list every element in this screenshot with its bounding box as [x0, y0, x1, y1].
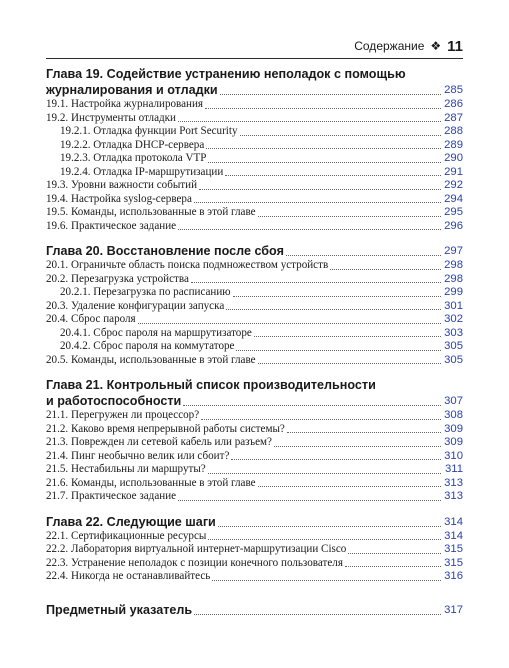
entry-label: 20.2.1. Перезагрузка по расписанию: [60, 286, 231, 298]
toc-entry[interactable]: [46, 570, 463, 584]
entry-label: 20.1. Ограничьте область поиска подмножеством устройств: [46, 259, 329, 271]
toc-entry[interactable]: [46, 179, 463, 193]
entry-label: 20.4.2. Сброс пароля на коммутаторе: [60, 340, 235, 352]
toc-entry[interactable]: [46, 220, 463, 234]
chapter-22: [46, 514, 463, 584]
page-ref: 290: [444, 152, 463, 164]
toc-entry[interactable]: [46, 112, 463, 126]
chapter-title: Глава 22. Следующие шаги: [46, 514, 216, 529]
leader-dots: [236, 350, 441, 351]
index-line[interactable]: [46, 602, 463, 618]
entry-label: 21.2. Каково время непрерывной работы системы?: [46, 422, 285, 435]
leader-dots: [220, 94, 441, 95]
leader-dots: [138, 323, 441, 324]
page-ref: 309: [444, 422, 463, 435]
running-header: [46, 36, 463, 56]
leader-dots: [208, 162, 441, 163]
page-ref: 302: [444, 313, 463, 325]
toc-entry[interactable]: [46, 300, 463, 314]
leader-dots: [240, 135, 442, 136]
page-ref: 311: [444, 463, 463, 475]
entry-label: 22.4. Никогда не останавливайтесь: [46, 570, 211, 582]
entry-label: 22.1. Сертификационные ресурсы: [46, 529, 207, 542]
entry-label: 19.2.3. Отладка протокола VTP: [60, 152, 207, 164]
leader-dots: [205, 108, 441, 109]
page-ref: 305: [444, 340, 463, 352]
toc-subentry[interactable]: [46, 286, 463, 300]
page-ref: 309: [444, 436, 463, 448]
toc-entry[interactable]: [46, 463, 463, 477]
page-ref: 301: [444, 299, 463, 312]
entry-label: 21.3. Поврежден ли сетевой кабель или разъем?: [46, 436, 272, 448]
toc-subentry[interactable]: [46, 125, 463, 139]
entry-label: 20.5. Команды, использованные в этой главе: [46, 353, 256, 366]
entry-label: 19.1. Настройка журналирования: [46, 98, 204, 110]
leader-dots: [274, 446, 441, 447]
page-ref: 294: [444, 192, 463, 205]
page-ref: 316: [444, 570, 463, 582]
page-ref: 295: [444, 206, 463, 218]
entry-label: 20.4.1. Сброс пароля на маршрутизаторе: [60, 326, 252, 339]
entry-label: 19.2. Инструменты отладки: [46, 111, 176, 124]
page-ref: 286: [444, 98, 463, 110]
toc-subentry[interactable]: [46, 327, 463, 341]
toc-subentry[interactable]: [46, 139, 463, 153]
toc-entry[interactable]: [46, 409, 463, 423]
chapter-title: Глава 19. Содействие устранению неполадок с помощью: [46, 67, 406, 81]
page-ref: 298: [444, 259, 463, 271]
toc-entry[interactable]: [46, 477, 463, 491]
toc-subentry[interactable]: [46, 166, 463, 180]
entry-label: 19.6. Практическое задание: [46, 219, 177, 232]
page-ref: 315: [444, 543, 463, 555]
entry-label: 21.4. Пинг необычно велик или сбоит?: [46, 449, 230, 462]
leader-dots: [206, 148, 441, 149]
page-ref: 303: [444, 326, 463, 339]
leader-dots: [199, 189, 441, 190]
page-ref: 307: [444, 395, 463, 407]
toc-entry[interactable]: [46, 543, 463, 557]
leader-dots: [218, 526, 441, 527]
leader-dots: [231, 459, 441, 460]
leader-dots: [194, 614, 441, 615]
entry-label: 22.3. Устранение неполадок с позиции конечного пользователя: [46, 556, 343, 569]
diamond-ornament-icon: ❖: [430, 39, 442, 53]
toc-entry[interactable]: [46, 313, 463, 327]
entry-label: 21.6. Команды, использованные в этой главе: [46, 476, 256, 489]
page-ref: 298: [444, 272, 463, 285]
leader-dots: [286, 255, 441, 256]
leader-dots: [191, 282, 441, 283]
entry-label: 20.2. Перезагрузка устройства: [46, 272, 189, 285]
page-ref: 289: [444, 138, 463, 151]
leader-dots: [225, 175, 441, 176]
leader-dots: [208, 473, 441, 474]
page-ref: 315: [444, 556, 463, 569]
entry-label: 19.5. Команды, использованные в этой главе: [46, 206, 256, 218]
toc-entry[interactable]: [46, 273, 463, 287]
page-number: 11: [447, 37, 463, 55]
page-ref: 287: [444, 111, 463, 124]
leader-dots: [348, 553, 441, 554]
leader-dots: [178, 229, 441, 230]
leader-dots: [178, 500, 441, 501]
chapter-title: и работоспособности: [46, 394, 182, 408]
entry-label: 20.4. Сброс пароля: [46, 313, 136, 325]
toc-entry[interactable]: [46, 206, 463, 220]
running-header-title: Содержание: [354, 39, 425, 53]
toc-entry[interactable]: [46, 530, 463, 544]
entry-label: 19.3. Уровни важности событий: [46, 179, 198, 191]
chapter-21: [46, 377, 463, 504]
leader-dots: [330, 269, 441, 270]
page-ref: 310: [444, 449, 463, 462]
page-ref: 314: [444, 529, 463, 542]
chapter-title: Глава 21. Контрольный список производительности: [46, 378, 376, 392]
page-ref: 308: [444, 409, 463, 421]
toc-entry[interactable]: [46, 259, 463, 273]
entry-label: 21.5. Нестабильны ли маршруты?: [46, 463, 206, 475]
toc-entry[interactable]: [46, 490, 463, 504]
entry-label: 19.4. Настройка syslog-сервера: [46, 192, 192, 205]
toc-subentry[interactable]: [46, 340, 463, 354]
leader-dots: [208, 539, 441, 540]
page-ref: 288: [444, 125, 463, 137]
toc-entry[interactable]: [46, 193, 463, 207]
leader-dots: [233, 296, 441, 297]
toc-entry[interactable]: [46, 557, 463, 571]
page-ref: 297: [444, 245, 463, 257]
leader-dots: [178, 121, 441, 122]
leader-dots: [254, 336, 441, 337]
leader-dots: [226, 309, 441, 310]
page-ref: 291: [444, 165, 463, 178]
index-title: Предметный указатель: [46, 602, 193, 617]
toc-subentry[interactable]: [46, 152, 463, 166]
entry-label: 21.7. Практическое задание: [46, 490, 177, 502]
toc-entry[interactable]: [46, 98, 463, 112]
leader-dots: [194, 202, 441, 203]
leader-dots: [212, 580, 441, 581]
chapter-20: [46, 243, 463, 367]
page-ref: 314: [444, 515, 463, 528]
toc-entry[interactable]: [46, 423, 463, 437]
page-ref: 296: [444, 219, 463, 232]
page-ref: 285: [444, 84, 463, 96]
leader-dots: [258, 486, 441, 487]
chapter-title: журналирования и отладки: [46, 83, 218, 97]
page-ref: 299: [444, 286, 463, 298]
chapter-title: Глава 20. Восстановление после сбоя: [46, 244, 284, 258]
chapter-19: [46, 66, 463, 233]
leader-dots: [345, 566, 441, 567]
leader-dots: [258, 216, 441, 217]
page-ref: 317: [444, 603, 463, 616]
entry-label: 19.2.1. Отладка функции Port Security: [60, 125, 238, 137]
chapter-title-line[interactable]: [46, 243, 463, 259]
header-rule: [46, 58, 463, 59]
leader-dots: [201, 419, 441, 420]
page-ref: 292: [444, 179, 463, 191]
page-ref: 313: [444, 490, 463, 502]
entry-label: 19.2.4. Отладка IP-маршрутизации: [60, 165, 224, 178]
toc-entry[interactable]: [46, 436, 463, 450]
index-section: [46, 602, 463, 618]
chapter-title-line[interactable]: [46, 514, 463, 530]
toc-entry[interactable]: [46, 354, 463, 368]
table-of-contents: [46, 66, 463, 628]
entry-label: 21.1. Перегружен ли процессор?: [46, 409, 200, 421]
chapter-title-line[interactable]: [46, 82, 463, 98]
chapter-title-line[interactable]: [46, 393, 463, 409]
page-ref: 305: [444, 353, 463, 366]
entry-label: 19.2.2. Отладка DHCP-сервера: [60, 138, 205, 151]
leader-dots: [287, 432, 441, 433]
entry-label: 20.3. Удаление конфигурации запуска: [46, 299, 225, 312]
page-ref: 313: [444, 476, 463, 489]
toc-entry[interactable]: [46, 450, 463, 464]
leader-dots: [183, 405, 441, 406]
entry-label: 22.2. Лаборатория виртуальной интернет-маршрутизации Cisco: [46, 543, 347, 555]
leader-dots: [258, 363, 441, 364]
